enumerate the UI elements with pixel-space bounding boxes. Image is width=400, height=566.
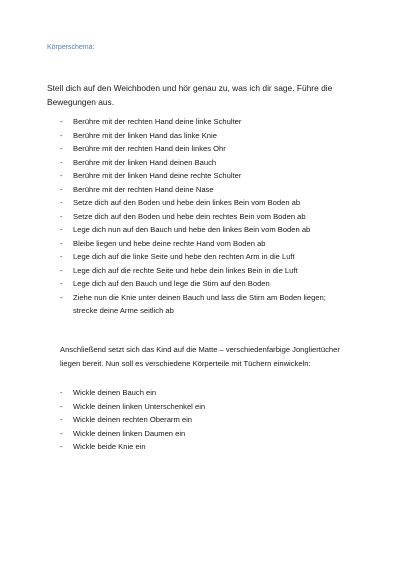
list-item <box>60 142 350 156</box>
list-dash: - <box>60 415 63 424</box>
list-dash: - <box>60 225 63 234</box>
list-dash: - <box>60 184 63 194</box>
list-item-text: Setze dich auf den Boden und hebe dein linkes Bein vom Boden ab <box>73 198 301 207</box>
list-dash: - <box>60 265 63 275</box>
list-item <box>60 400 350 414</box>
list-dash: - <box>60 144 63 153</box>
list-item-text: Berühre mit der rechten Hand deine Nase <box>73 184 214 194</box>
list-item <box>60 183 350 197</box>
list-dash: - <box>60 171 63 180</box>
document-heading: Körperschema: <box>47 44 95 51</box>
list-dash: - <box>60 252 63 261</box>
list-item <box>60 291 338 318</box>
list-item <box>60 156 350 170</box>
list-item-text: Wickle deinen linken Daumen ein <box>73 428 186 438</box>
list-item-text: Lege dich auf die linke Seite und hebe den rechten Arm in die Luft <box>73 252 295 261</box>
list-item-text: Lege dich nun auf den Bauch und hebe den linkes Bein vom Boden ab <box>73 225 311 234</box>
list-item-text: Berühre mit der rechten Hand dein linkes Ohr <box>73 144 226 153</box>
list-dash: - <box>60 117 63 126</box>
list-item-text: Lege dich auf die rechte Seite und hebe dein linkes Bein in die Luft <box>73 265 298 275</box>
wrap-instruction-list <box>60 386 350 454</box>
list-item <box>60 427 350 441</box>
list-item <box>60 196 350 210</box>
list-item <box>60 115 350 129</box>
list-dash: - <box>60 388 63 397</box>
list-item-text: Wickle deinen Bauch ein <box>73 388 157 397</box>
instruction-list <box>60 115 350 318</box>
list-item <box>60 413 350 427</box>
list-item <box>60 250 350 264</box>
list-dash: - <box>60 279 63 288</box>
list-dash: - <box>60 157 63 167</box>
list-dash: - <box>60 442 63 451</box>
list-item-text: Berühre mit der linken Hand deine rechte Schulter <box>73 171 242 180</box>
intro-paragraph: Stell dich auf den Weichboden und hör genau zu, was ich dir sage. Führe die Bewegungen aus. <box>47 83 333 107</box>
list-item <box>60 169 350 183</box>
list-item <box>60 210 350 224</box>
list-dash: - <box>60 238 63 248</box>
list-item-text: Berühre mit der linken Hand deinen Bauch <box>73 157 217 167</box>
list-item <box>60 277 350 291</box>
list-item-text: Wickle deinen linken Unterschenkel ein <box>73 401 206 411</box>
list-dash: - <box>60 292 63 302</box>
list-item-text: Ziehe nun die Knie unter deinen Bauch und lass die Stirn am Boden liegen; strecke deine Arme seitlich ab <box>73 292 326 315</box>
list-item-text: Lege dich auf den Bauch und lege die Stirn auf den Boden <box>73 279 270 288</box>
list-item <box>60 440 350 454</box>
wrap-paragraph: Anschließend setzt sich das Kind auf die Matte – verschiedenfarbige Jongliertücher liegen bereit. Nun soll es verschiedene Körperteile mit Tüchern einwickeln: <box>60 345 340 368</box>
list-item-text: Berühre mit der linken Hand das linke Knie <box>73 130 217 140</box>
list-dash: - <box>60 401 63 411</box>
list-dash: - <box>60 428 63 438</box>
list-item <box>60 237 350 251</box>
list-dash: - <box>60 130 63 140</box>
list-item-text: Berühre mit der rechten Hand deine linke Schulter <box>73 117 242 126</box>
list-item <box>60 223 350 237</box>
list-dash: - <box>60 198 63 207</box>
list-dash: - <box>60 211 63 221</box>
list-item-text: Bleibe liegen und hebe deine rechte Hand vom Boden ab <box>73 238 266 248</box>
list-item-text: Wickle deinen rechten Oberarm ein <box>73 415 193 424</box>
list-item-text: Setze dich auf den Boden und hebe dein rechtes Bein vom Boden ab <box>73 211 306 221</box>
list-item <box>60 386 350 400</box>
list-item-text: Wickle beide Knie ein <box>73 442 146 451</box>
list-item <box>60 264 350 278</box>
list-item <box>60 129 350 143</box>
